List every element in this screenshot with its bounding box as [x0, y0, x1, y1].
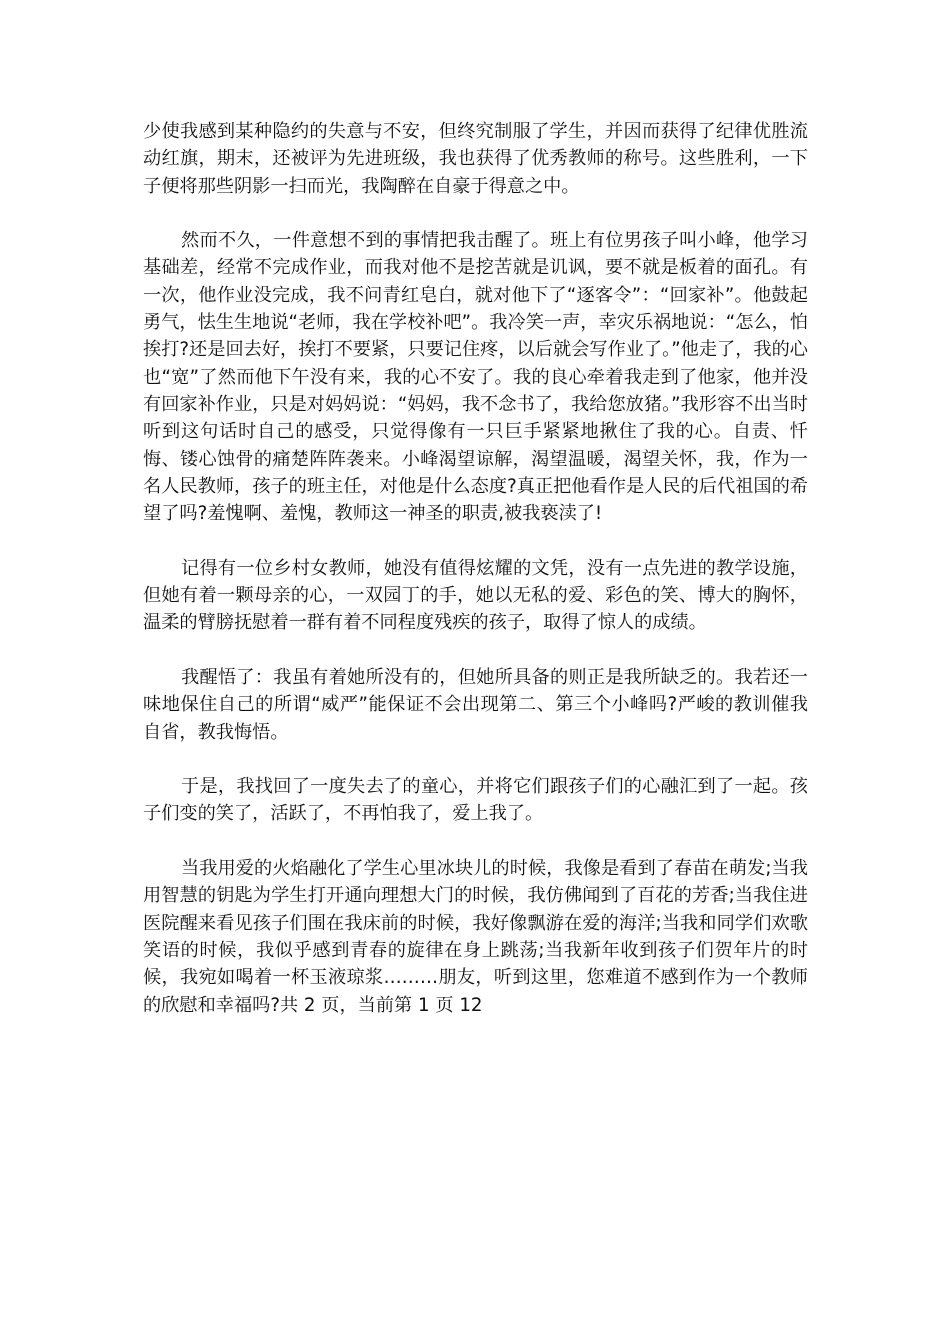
- paragraph-6: 当我用爱的火焰融化了学生心里冰块儿的时候，我像是看到了春苗在萌发;当我用智慧的钥匙为学生打开通向理想大门的时候，我仿佛闻到了百花的芳香;当我住进医院醒来看见孩子们围在我床前的时候，我好像飘游在爱的海洋;当我和同学们欢歌笑语的时候，我似乎感到青春的旋律在身上跳荡;当我新年收到孩子们贺年片的时候，我宛如喝着一杯玉液琼浆………朋友，听到这里，您难道不感到作为一个教师的欣慰和幸福吗?共 2 页，当前第 1 页 12: [143, 858, 808, 1016]
- paragraph-4: 我醒悟了：我虽有着她所没有的，但她所具备的则正是我所缺乏的。我若还一味地保住自己的所谓“威严”能保证不会出现第二、第三个小峰吗?严峻的教训催我自省，教我悔悟。: [143, 666, 808, 743]
- document-body: [143, 118, 808, 1046]
- paragraph-5: 于是，我找回了一度失去了的童心，并将它们跟孩子们的心融汇到了一起。孩子们变的笑了，活跃了，不再怕我了，爱上我了。: [143, 776, 808, 825]
- paragraph-1: 少使我感到某种隐约的失意与不安，但终究制服了学生，并因而获得了纪律优胜流动红旗，期末，还被评为先进班级，我也获得了优秀教师的称号。这些胜利，一下子便将那些阴影一扫而光，我陶醉在自豪于得意之中。: [143, 121, 808, 197]
- paragraph-3: 记得有一位乡村女教师，她没有值得炫耀的文凭，没有一点先进的教学设施，但她有着一颗母亲的心，一双园丁的手，她以无私的爱、彩色的笑、博大的胸怀，温柔的臂膀抚慰着一群有着不同程度残疾的孩子，取得了惊人的成绩。: [143, 557, 808, 634]
- paragraph-2: 然而不久，一件意想不到的事情把我击醒了。班上有位男孩子叫小峰，他学习基础差，经常不完成作业，而我对他不是挖苦就是讥讽，要不就是板着的面孔。有一次，他作业没完成，我不问青红皂白，就对他下了“逐客令”：“回家补”。他鼓起勇气，怯生生地说“老师，我在学校补吧”。我冷笑一声，幸灾乐祸地说：“怎么，怕挨打?还是回去好，挨打不要紧，只要记住疼，以后就会写作业了。”他走了，我的心也“宽”了然而他下午没有来，我的心不安了。我的良心牵着我走到了他家，他并没有回家补作业，只是对妈妈说：“妈妈，我不念书了，我给您放猪。”我形容不出当时听到这句话时自己的感受，只觉得像有一只巨手紧紧地揪住了我的心。自责、忏悔、镂心蚀骨的痛楚阵阵袭来。小峰渴望谅解，渴望温暖，渴望关怀，我，作为一名人民教师，孩子的班主任，对他是什么态度?真正把他看作是人民的后代祖国的希望了吗?羞愧啊、羞愧，教师这一神圣的职责,被我亵渎了!: [143, 230, 808, 525]
